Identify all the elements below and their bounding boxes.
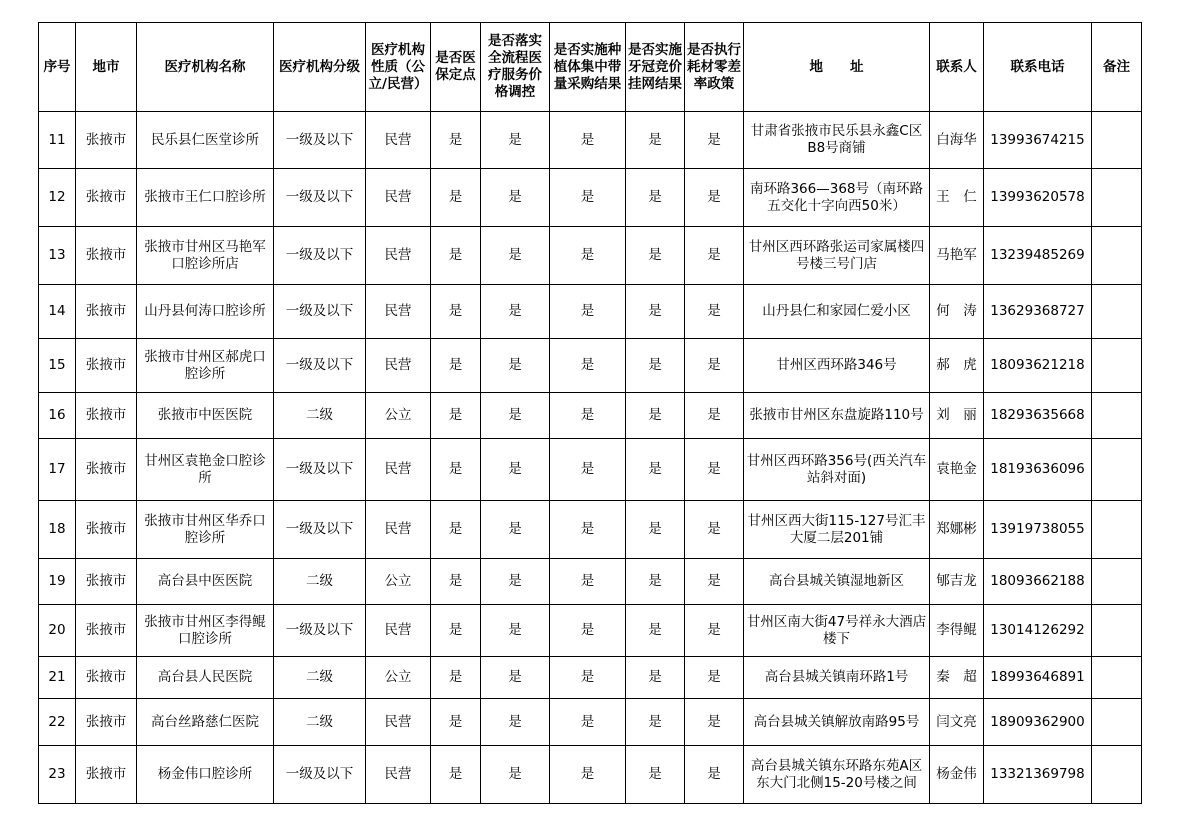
institution-name: 张掖市甘州区华乔口腔诊所	[137, 501, 274, 559]
nature-cell: 公立	[366, 393, 431, 439]
insurance-cell: 是	[431, 169, 481, 227]
crown-pricing-cell: 是	[626, 169, 685, 227]
table-row	[39, 439, 1142, 501]
nature-cell: 民营	[366, 285, 431, 339]
table-row	[39, 746, 1142, 804]
contact-cell: 李得鲲	[930, 605, 984, 657]
header-cell: 是否实施牙冠竞价挂网结果	[626, 23, 685, 112]
row-number: 13	[39, 227, 76, 285]
insurance-cell: 是	[431, 439, 481, 501]
city-cell: 张掖市	[76, 501, 137, 559]
price-control-cell: 是	[481, 393, 550, 439]
zero-markup-cell: 是	[685, 657, 744, 699]
crown-pricing-cell: 是	[626, 112, 685, 169]
institution-name: 甘州区袁艳金口腔诊所	[137, 439, 274, 501]
contact-cell: 杨金伟	[930, 746, 984, 804]
price-control-cell: 是	[481, 699, 550, 746]
phone-cell: 18909362900	[984, 699, 1092, 746]
header-cell: 序号	[39, 23, 76, 112]
insurance-cell: 是	[431, 339, 481, 393]
level-cell: 一级及以下	[274, 605, 366, 657]
row-number: 15	[39, 339, 76, 393]
crown-pricing-cell: 是	[626, 699, 685, 746]
phone-cell: 18293635668	[984, 393, 1092, 439]
header-cell: 医疗机构性质（公立/民营）	[366, 23, 431, 112]
table-row	[39, 339, 1142, 393]
zero-markup-cell: 是	[685, 169, 744, 227]
level-cell: 一级及以下	[274, 339, 366, 393]
insurance-cell: 是	[431, 746, 481, 804]
row-number: 19	[39, 559, 76, 605]
city-cell: 张掖市	[76, 393, 137, 439]
level-cell: 一级及以下	[274, 746, 366, 804]
price-control-cell: 是	[481, 605, 550, 657]
price-control-cell: 是	[481, 169, 550, 227]
nature-cell: 民营	[366, 699, 431, 746]
institution-name: 民乐县仁医堂诊所	[137, 112, 274, 169]
institution-table	[38, 22, 1142, 804]
table-row	[39, 112, 1142, 169]
contact-cell: 何 涛	[930, 285, 984, 339]
header-cell: 医疗机构分级	[274, 23, 366, 112]
row-number: 12	[39, 169, 76, 227]
header-cell: 医疗机构名称	[137, 23, 274, 112]
header-cell: 联系人	[930, 23, 984, 112]
crown-pricing-cell: 是	[626, 393, 685, 439]
nature-cell: 民营	[366, 439, 431, 501]
header-row	[39, 23, 1142, 112]
table-row	[39, 169, 1142, 227]
note-cell	[1092, 746, 1142, 804]
zero-markup-cell: 是	[685, 501, 744, 559]
level-cell: 二级	[274, 393, 366, 439]
insurance-cell: 是	[431, 657, 481, 699]
city-cell: 张掖市	[76, 559, 137, 605]
contact-cell: 郝 虎	[930, 339, 984, 393]
phone-cell: 18093662188	[984, 559, 1092, 605]
crown-pricing-cell: 是	[626, 227, 685, 285]
note-cell	[1092, 393, 1142, 439]
insurance-cell: 是	[431, 112, 481, 169]
implant-procurement-cell: 是	[550, 699, 626, 746]
address-cell: 甘州区西大街115-127号汇丰大厦二层201铺	[744, 501, 930, 559]
insurance-cell: 是	[431, 699, 481, 746]
phone-cell: 13629368727	[984, 285, 1092, 339]
phone-cell: 13993674215	[984, 112, 1092, 169]
zero-markup-cell: 是	[685, 699, 744, 746]
price-control-cell: 是	[481, 227, 550, 285]
phone-cell: 18093621218	[984, 339, 1092, 393]
row-number: 20	[39, 605, 76, 657]
address-cell: 甘州区西环路张运司家属楼四号楼三号门店	[744, 227, 930, 285]
nature-cell: 公立	[366, 657, 431, 699]
city-cell: 张掖市	[76, 169, 137, 227]
nature-cell: 民营	[366, 112, 431, 169]
header-cell: 是否执行耗材零差率政策	[685, 23, 744, 112]
table-row	[39, 501, 1142, 559]
level-cell: 一级及以下	[274, 169, 366, 227]
phone-cell: 13919738055	[984, 501, 1092, 559]
address-cell: 张掖市甘州区东盘旋路110号	[744, 393, 930, 439]
table-row	[39, 657, 1142, 699]
level-cell: 一级及以下	[274, 227, 366, 285]
nature-cell: 民营	[366, 605, 431, 657]
price-control-cell: 是	[481, 501, 550, 559]
address-cell: 高台县城关镇南环路1号	[744, 657, 930, 699]
zero-markup-cell: 是	[685, 559, 744, 605]
institution-name: 张掖市中医医院	[137, 393, 274, 439]
note-cell	[1092, 559, 1142, 605]
row-number: 22	[39, 699, 76, 746]
implant-procurement-cell: 是	[550, 657, 626, 699]
institution-name: 杨金伟口腔诊所	[137, 746, 274, 804]
header-cell: 联系电话	[984, 23, 1092, 112]
zero-markup-cell: 是	[685, 227, 744, 285]
crown-pricing-cell: 是	[626, 605, 685, 657]
city-cell: 张掖市	[76, 605, 137, 657]
nature-cell: 民营	[366, 501, 431, 559]
phone-cell: 13014126292	[984, 605, 1092, 657]
note-cell	[1092, 339, 1142, 393]
insurance-cell: 是	[431, 285, 481, 339]
row-number: 11	[39, 112, 76, 169]
institution-name: 张掖市甘州区马艳军口腔诊所店	[137, 227, 274, 285]
institution-name: 山丹县何涛口腔诊所	[137, 285, 274, 339]
price-control-cell: 是	[481, 559, 550, 605]
phone-cell: 18193636096	[984, 439, 1092, 501]
contact-cell: 郇吉龙	[930, 559, 984, 605]
implant-procurement-cell: 是	[550, 501, 626, 559]
zero-markup-cell: 是	[685, 393, 744, 439]
price-control-cell: 是	[481, 339, 550, 393]
contact-cell: 王 仁	[930, 169, 984, 227]
price-control-cell: 是	[481, 746, 550, 804]
contact-cell: 白海华	[930, 112, 984, 169]
note-cell	[1092, 285, 1142, 339]
row-number: 16	[39, 393, 76, 439]
city-cell: 张掖市	[76, 699, 137, 746]
table-row	[39, 605, 1142, 657]
level-cell: 一级及以下	[274, 285, 366, 339]
zero-markup-cell: 是	[685, 439, 744, 501]
phone-cell: 13239485269	[984, 227, 1092, 285]
level-cell: 一级及以下	[274, 501, 366, 559]
institution-name: 张掖市甘州区李得鲲口腔诊所	[137, 605, 274, 657]
phone-cell: 13321369798	[984, 746, 1092, 804]
nature-cell: 公立	[366, 559, 431, 605]
price-control-cell: 是	[481, 285, 550, 339]
note-cell	[1092, 439, 1142, 501]
institution-name: 张掖市王仁口腔诊所	[137, 169, 274, 227]
implant-procurement-cell: 是	[550, 227, 626, 285]
crown-pricing-cell: 是	[626, 746, 685, 804]
row-number: 14	[39, 285, 76, 339]
phone-cell: 18993646891	[984, 657, 1092, 699]
nature-cell: 民营	[366, 746, 431, 804]
contact-cell: 马艳军	[930, 227, 984, 285]
row-number: 23	[39, 746, 76, 804]
phone-cell: 13993620578	[984, 169, 1092, 227]
institution-name: 张掖市甘州区郝虎口腔诊所	[137, 339, 274, 393]
zero-markup-cell: 是	[685, 112, 744, 169]
contact-cell: 郑娜彬	[930, 501, 984, 559]
implant-procurement-cell: 是	[550, 339, 626, 393]
implant-procurement-cell: 是	[550, 393, 626, 439]
implant-procurement-cell: 是	[550, 112, 626, 169]
header-cell: 备注	[1092, 23, 1142, 112]
address-cell: 南环路366—368号（南环路五交化十字向西50米）	[744, 169, 930, 227]
implant-procurement-cell: 是	[550, 285, 626, 339]
crown-pricing-cell: 是	[626, 657, 685, 699]
zero-markup-cell: 是	[685, 339, 744, 393]
address-cell: 甘州区西环路346号	[744, 339, 930, 393]
crown-pricing-cell: 是	[626, 285, 685, 339]
city-cell: 张掖市	[76, 746, 137, 804]
insurance-cell: 是	[431, 393, 481, 439]
crown-pricing-cell: 是	[626, 559, 685, 605]
crown-pricing-cell: 是	[626, 501, 685, 559]
note-cell	[1092, 169, 1142, 227]
contact-cell: 刘 丽	[930, 393, 984, 439]
row-number: 17	[39, 439, 76, 501]
contact-cell: 闫文亮	[930, 699, 984, 746]
address-cell: 甘州区西环路356号(西关汽车站斜对面)	[744, 439, 930, 501]
implant-procurement-cell: 是	[550, 605, 626, 657]
address-cell: 甘肃省张掖市民乐县永鑫C区B8号商铺	[744, 112, 930, 169]
level-cell: 一级及以下	[274, 439, 366, 501]
city-cell: 张掖市	[76, 339, 137, 393]
address-cell: 高台县城关镇湿地新区	[744, 559, 930, 605]
city-cell: 张掖市	[76, 439, 137, 501]
header-cell: 是否医保定点	[431, 23, 481, 112]
address-cell: 山丹县仁和家园仁爱小区	[744, 285, 930, 339]
zero-markup-cell: 是	[685, 605, 744, 657]
insurance-cell: 是	[431, 605, 481, 657]
row-number: 21	[39, 657, 76, 699]
note-cell	[1092, 112, 1142, 169]
table-row	[39, 559, 1142, 605]
insurance-cell: 是	[431, 559, 481, 605]
address-cell: 高台县城关镇解放南路95号	[744, 699, 930, 746]
insurance-cell: 是	[431, 501, 481, 559]
price-control-cell: 是	[481, 112, 550, 169]
note-cell	[1092, 605, 1142, 657]
city-cell: 张掖市	[76, 657, 137, 699]
implant-procurement-cell: 是	[550, 559, 626, 605]
city-cell: 张掖市	[76, 227, 137, 285]
level-cell: 二级	[274, 559, 366, 605]
level-cell: 一级及以下	[274, 112, 366, 169]
nature-cell: 民营	[366, 227, 431, 285]
header-cell: 是否实施种植体集中带量采购结果	[550, 23, 626, 112]
level-cell: 二级	[274, 657, 366, 699]
insurance-cell: 是	[431, 227, 481, 285]
table-row	[39, 393, 1142, 439]
price-control-cell: 是	[481, 657, 550, 699]
implant-procurement-cell: 是	[550, 746, 626, 804]
city-cell: 张掖市	[76, 285, 137, 339]
implant-procurement-cell: 是	[550, 169, 626, 227]
address-cell: 甘州区南大街47号祥永大酒店楼下	[744, 605, 930, 657]
zero-markup-cell: 是	[685, 746, 744, 804]
contact-cell: 秦 超	[930, 657, 984, 699]
note-cell	[1092, 657, 1142, 699]
crown-pricing-cell: 是	[626, 339, 685, 393]
row-number: 18	[39, 501, 76, 559]
city-cell: 张掖市	[76, 112, 137, 169]
header-cell: 是否落实全流程医疗服务价格调控	[481, 23, 550, 112]
price-control-cell: 是	[481, 439, 550, 501]
table-row	[39, 285, 1142, 339]
institution-name: 高台县中医医院	[137, 559, 274, 605]
table-row	[39, 699, 1142, 746]
table-row	[39, 227, 1142, 285]
nature-cell: 民营	[366, 169, 431, 227]
zero-markup-cell: 是	[685, 285, 744, 339]
institution-name: 高台丝路慈仁医院	[137, 699, 274, 746]
level-cell: 二级	[274, 699, 366, 746]
institution-name: 高台县人民医院	[137, 657, 274, 699]
crown-pricing-cell: 是	[626, 439, 685, 501]
implant-procurement-cell: 是	[550, 439, 626, 501]
header-cell: 地 址	[744, 23, 930, 112]
header-cell: 地市	[76, 23, 137, 112]
nature-cell: 民营	[366, 339, 431, 393]
address-cell: 高台县城关镇东环路东苑A区东大门北侧15-20号楼之间	[744, 746, 930, 804]
contact-cell: 袁艳金	[930, 439, 984, 501]
note-cell	[1092, 227, 1142, 285]
note-cell	[1092, 699, 1142, 746]
note-cell	[1092, 501, 1142, 559]
